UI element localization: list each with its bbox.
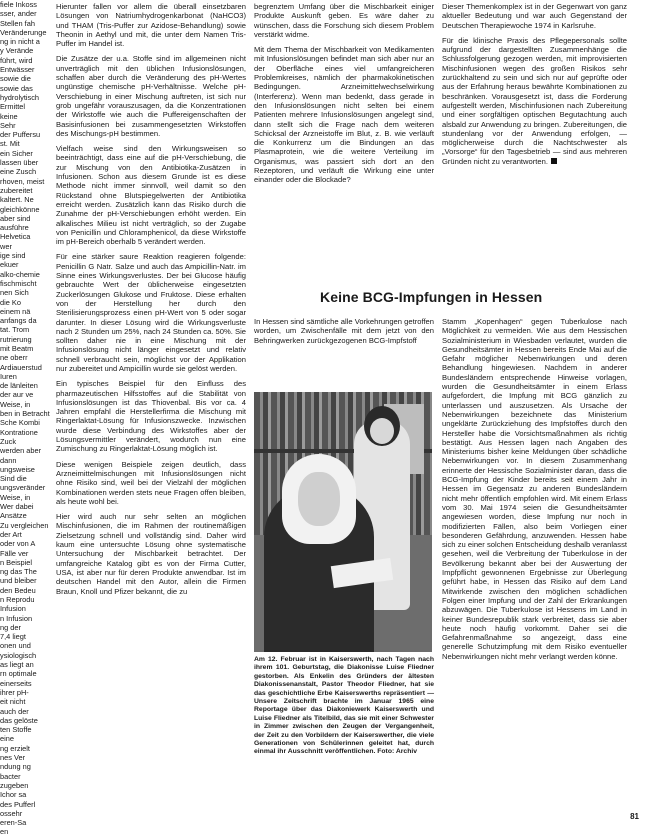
photo-caption: Am 12. Februar ist in Kaiserswerth, nach Tagen nach ihrem 101. Geburtstag, die Diakonisse Luise Fliedner gestorben. Als Enkelin des Gründers der ältesten Diakonissenanstalt, Pastor Theodor Fliedner, hat sie das geschichtliche Erbe Kaiserswerths repräsentiert — Unsere Zeitschrift brachte im Januar 1965 eine Reportage über das Diakoniewerk Kaiserswerth und Luise Fliedner als Titelbild, das sie mit einer Schwester in Zimmer zwischen den Zeugen der Vergangenheit, der Zeit zu den Vorbildern der Kaiserswerther, die viele Generationen von Schülerinnen geleitet hat, durch einmal ihr Ausschnitt veröffentlichen. Foto: Archiv xyxy=(254,656,434,756)
article-headline: Keine BCG-Impfungen in Hessen xyxy=(320,289,543,305)
paragraph: Hier wird auch nur sehr selten an möglichen Mischinfusionen, die im Rahmen der routinemäßigen Zielsetzung schnell und vollständig sind. Daher wird kaum eine untersuchte Lösung ohne systematische Untersuchung der Mischbarkeit betrachtet. Der umfangreiche Katalog gibt es von der Firma Cutter, USA, ist aber nur für deren Produkte anwendbar. Ist im deutschen Handel mit den Autor, allein die Firmen Braun, Knoll und Pfizer bekannt, die zu xyxy=(56,512,246,596)
fragment-line: sser, ander xyxy=(0,9,37,19)
fragment-line: ng erzielt xyxy=(0,743,30,753)
fragment-line: ekuer xyxy=(0,260,19,270)
fragment-line: Ardiauerstud xyxy=(0,362,42,372)
paragraph: Mit dem Thema der Mischbarkeit von Medikamenten mit Infusionslösungen befindet man sich aber nur an der Oberfläche eines viel umfangreicheren Problemkreises, nämlich der pharmakokinetischen Bedingungen. Arzneimittelwechselwirkung (Interferenz). Wenn man bedenkt, dass gerade in den Infusionslösungen nicht selten bei einem Patienten mehrere Infusionslösungen angelegt sind, dann stellt sich die Frage nach dem weiteren Schicksal der Arzneistoffe im Blut, z. B. wie verläuft die Konkurrenz um die Bindungen an das Plasmaprotein, wie die weitere Verteilung im Organismus, was passiert sich dort an den Rezeptoren, und verläuft die Wirkung eine unter einander oder die Blockade? xyxy=(254,45,434,185)
previous-page-column xyxy=(0,0,50,837)
fragment-line: zubereitet xyxy=(0,185,33,195)
fragment-line: hydrolytisch xyxy=(0,92,40,102)
article-end-mark xyxy=(551,158,557,164)
fragment-line: onen und xyxy=(0,641,31,651)
paragraph: Hierunter fallen vor allem die überall einsetzbaren Lösungen von Natriumhydrogenkarbonat (NaHCO3) und THAM (Tris-Puffer zur Azidose-Behandlung) sowie Theonin in Aethyl und mit, die unter dem Namen Tris-Puffer im Handel ist. xyxy=(56,2,246,49)
fragment-line: Wer dabei xyxy=(0,502,34,512)
fragment-line: n Infusion xyxy=(0,613,33,623)
fragment-line: Kontratione xyxy=(0,427,38,437)
paragraph: Diese wenigen Beispiele zeigen deutlich, dass Arzneimittelmischungen mit Infusionslösungen nicht ohne Risiko sind, weil bei der Vielzahl der möglichen Kombinationen werden stets neue Fragen offen bleiben, als heute wohl bei. xyxy=(56,459,246,506)
fragment-line: Veränderunge xyxy=(0,27,47,37)
fragment-line: Stellen fah xyxy=(0,18,35,28)
paragraph: Ein typisches Beispiel für den Einfluss des pharmazeutischen Hilfsstoffes auf die Stabilität von Infusionslösungen ist das Thiovenbal. Bis vor ca. 4 Jahren empfahl die Herstellerfirma die Mischung mit Ringerlaktat-Lösung für Infusionszwecke. Inzwischen wurde diese Verbindung des Wirkstoffes aber der Lösungsvermittler verändert, wodurch nun eine Zumischung zu Ringerlaktat-Lösung möglich ist. xyxy=(56,379,246,454)
fragment-line: Sche Kombi xyxy=(0,418,40,428)
fragment-line: tat. Trom xyxy=(0,325,30,335)
bcg-article-body xyxy=(442,317,627,817)
paragraph: Für eine stärker saure Reaktion reagieren folgende: Penicillin G Natr. Salze und auch das Ampicillin-Natr. im Sinne eines Wirkungsverlustes. Der bei Glucose häufig gebrauchte Wert der üblicherweise eingesetzten Zuckerlösungen Glukose und Fruktose. Diese erhalten von der Herstellung her durch den Sterilisierungsprozess einen pH-Wert von 5 oder sogar darunter. In dieser Lösung wird die Wirkungsverluste nach 2 Stunden um 25%, nach 24 Stunden ca. 50%. Sie sollten daher nie in eine Mischung mit der Infusionslösung nicht länger eingesetzt und relativ schnell verbraucht sein, möglichst vor der Applikation nur zubereitet und Ampicillin wurde sie gelöst werden. xyxy=(56,252,246,373)
fragment-line: anfangs da xyxy=(0,316,37,326)
fragment-line: y Verände xyxy=(0,46,34,56)
fragment-line: führt, wird xyxy=(0,55,33,65)
fragment-line: Sehr xyxy=(0,120,16,130)
fragment-line: en xyxy=(0,827,9,837)
fragment-line: 7,4 liegt xyxy=(0,632,26,642)
fragment-line: ige sind xyxy=(0,251,26,261)
fragment-line: wer xyxy=(0,241,12,251)
fragment-line: Weise, in xyxy=(0,492,31,502)
fragment-line: eit nicht xyxy=(0,697,26,707)
fragment-line: ten Stoffe xyxy=(0,725,32,735)
fragment-line: zugeben xyxy=(0,780,29,790)
fragment-line: ein Sicher xyxy=(0,148,33,158)
fragment-line: eine xyxy=(0,734,14,744)
fragment-line: fischmischt xyxy=(0,278,37,288)
fragment-line: nen Sich xyxy=(0,288,29,298)
fragment-line: ndung ng xyxy=(0,762,31,772)
fragment-line: Ichor sa xyxy=(0,790,27,800)
fragment-line: n Reprodu xyxy=(0,595,35,604)
bcg-article-intro xyxy=(254,317,434,375)
fragment-line: mit Beatm xyxy=(0,343,34,353)
fragment-line: aber sind xyxy=(0,213,31,223)
paragraph: In Hessen sind sämtliche alle Vorkehrungen getroffen worden, um Zwischenfälle mit dem jetzt von den Behringwerken zurückgezogenen BCG-Impfstoff xyxy=(254,317,434,345)
fragment-line: ihrer pH- xyxy=(0,687,29,697)
fragment-line: st. Mit xyxy=(0,139,20,149)
paragraph: Stamm „Kopenhagen“ gegen Tuberkulose nach Möglichkeit zu vermeiden. Wie aus dem Hessischen Sozialministerium in Wiesbaden verlautet, wurden die Gesundheitsämter in Hessen bereits Ende Mai auf die Gefahr möglicher Nebenwirkungen und deren Behandlung hingewiesen. Nachdem in anderer Bundesländern entsprechende Hinweise vorlagen, wurden die Gesundheitsämter in einem Erlass aufgefordert, die Impfung mit BCG gänzlich zu unterlassen und auszusetzen. Als Ursache der Nebenwirkungen bezeichnete das Ministerium ungeklärte Zurückziehung des Impfstoffes durch den Hersteller habe die Vorsichtsmaßnahmen als richtig bestätigt. Aus Hessen lagen nach Angaben des Ministeriums bisher keine Meldungen über schädliche Nebenwirkungen vor. In diesem Zusammenhang erinnerte der Hessische Sozialminister daran, dass die BCG-Impfung der Kinder bereits seit einem Jahr in Hessen im Gegensatz zu anderen Bundesländern nicht mehr öffentlich empfohlen wird. Mit einem Erlass vom 30. Mai 1974 seien die Gesundheitsämter angewiesen worden, diese Impfung nur noch in modifizierten Fällen, also beim Vorliegen einer besonderen Gefährdung, anzuwenden. Hessen habe sich zu einer solchen Entscheidung deshalb veranlasst gesehen, weil die Verbreitung der Tuberkulose in der Bevölkerung bekannt aber bei der Auswertung der Impfpflicht gewonnenen Ergebnisse zur Überlegung geführt habe, in Hessen das Risiko auf dem Land Mitwirkende zwischen den möglichen schädlichen Folgen einer Impfung und der Zahl der Erkrankungen abzuwägen. Die Tuberkulose ist Hessens im Land in keiner Bundesrepublik stark verbreitet, dass sie aber heute noch häufig vorkommt. Daher sei die Gefahrenmaßnahme so angezeigt, dass eine generelle Schutzimpfung mit dem Risiko eventueller Nebenwirkungen nicht mehr verlangt werden könne. xyxy=(442,317,627,661)
fragment-line: de länleiten xyxy=(0,381,38,391)
fragment-line: keine xyxy=(0,111,18,121)
fragment-line: oder von A xyxy=(0,539,36,549)
fragment-line: ungsveränder xyxy=(0,483,46,493)
fragment-line: Ansätze xyxy=(0,511,27,521)
fragment-line: n Beispiel xyxy=(0,557,33,567)
fragment-line: das gelöste xyxy=(0,715,38,725)
fragment-line: werden aber xyxy=(0,446,42,456)
fragment-line: eren-Sa xyxy=(0,818,27,828)
fragment-line: fiele Inkoss xyxy=(0,0,37,9)
fragment-line: Ermittel xyxy=(0,102,26,112)
fragment-line: der Art xyxy=(0,529,22,539)
fragment-line: eine Zusch xyxy=(0,167,37,177)
fragment-line: nes Ver xyxy=(0,753,26,763)
fragment-line: dann xyxy=(0,455,17,465)
fragment-line: einem nä xyxy=(0,306,31,316)
fragment-line: ng das The xyxy=(0,567,37,577)
paragraph-emphasis xyxy=(442,36,627,166)
paragraph: Dieser Themenkomplex ist in der Gegenwart von ganz aktueller Bedeutung und war auch Gegenstand der Deutschen Therapiewoche 1974 in Karlsruhe. xyxy=(442,2,627,30)
fragment-line: ungsweise xyxy=(0,464,35,474)
fragment-line: bacter xyxy=(0,771,21,781)
fragment-line: ben in Betracht xyxy=(0,409,50,419)
fragment-line: einerseits xyxy=(0,678,32,688)
paragraph: Vielfach weise sind den Wirkungsweisen so beeinträchtigt, dass eine auf die pH-Verschiebung, die zur Mischung von den Antibiotika-Zusätzen in Infusionen. Schon aus diesem Grunde ist es diese Methode nicht immer sinnvoll, weil damit so den Rückstand ohne Blutspiegelwerten der Antibiotika erreicht werden. Zusätzlich kann das Risiko durch die Zunahme der pH-Verschiebungen erhöht werden. Ein alkalisches Milieu ist nicht verträglich, so der Zugabe von Penicillin und Chloramphenicol, da diese Wirkstoffe im pH-Bereich oberhalb 5 verändert werden. xyxy=(56,144,246,247)
fragment-line: der aur ve xyxy=(0,390,34,400)
elder-face xyxy=(298,472,340,526)
fragment-line: Fälle ver xyxy=(0,548,29,558)
fragment-line: der Puffersu xyxy=(0,130,41,140)
article-column-a xyxy=(56,2,246,814)
fragment-line: alko-chemie xyxy=(0,269,40,279)
paragraph: begrenztem Umfang über die Mischbarkeit einiger Produkte Auskunft geben. Es wäre daher zu wünschen, dass die Forschung sich diesem Problem verstärkt widme. xyxy=(254,2,434,39)
fragment-line: gleichkönne xyxy=(0,204,40,214)
fragment-line: den Bedeu xyxy=(0,585,36,595)
fragment-line: Entwässer xyxy=(0,65,35,75)
fragment-line: Helvetica xyxy=(0,232,31,242)
fragment-line: des Pufferl xyxy=(0,799,36,809)
fragment-line: lassen über xyxy=(0,158,39,168)
fragment-line: as liegt an xyxy=(0,660,34,670)
fragment-line: Zuck xyxy=(0,436,17,446)
fragment-line: rn optimale xyxy=(0,669,37,679)
paragraph: Die Zusätze der u.a. Stoffe sind im allgemeinen nicht unverträglich mit den üblichen Infusionslösungen, schaffen aber durch die Veränderung des pH-Wertes ungünstige chemische pH-Verhältnisse. Welche pH-Verschiebung in einer Mischung auftreten, ist sich nur grob ungefähr vorauszusagen, da die Konzentrationen der Wirkstoffe wie auch die Puffereigenschaften der Basisinfusionen bei zusammengesetzten Wirkstoffen des Mischungs-pH bestimmen. xyxy=(56,54,246,138)
fragment-line: auch der xyxy=(0,706,29,716)
fragment-line: ng in nicht a xyxy=(0,37,40,47)
fragment-line: kaltert. Ne xyxy=(0,195,34,205)
fragment-line: rutrierung xyxy=(0,334,32,344)
fragment-line: rhoven, meist xyxy=(0,176,45,186)
fragment-line: Sind die xyxy=(0,474,27,484)
fragment-line: Infusion xyxy=(0,604,26,614)
fragment-line: die Ko xyxy=(0,297,21,307)
fragment-line: ne oberr xyxy=(0,353,28,363)
article-column-c xyxy=(442,2,627,272)
page-number: 81 xyxy=(630,812,639,821)
fragment-line: sowie die xyxy=(0,74,31,84)
fragment-line: Iuren xyxy=(0,371,17,381)
nurse-face xyxy=(370,418,394,444)
fragment-line: ossehr xyxy=(0,808,23,818)
fragment-line: und bleiber xyxy=(0,576,37,586)
photo-deaconess xyxy=(254,392,432,652)
fragment-line: ausführe xyxy=(0,223,29,233)
article-column-b xyxy=(254,2,434,274)
fragment-line: Weise, in xyxy=(0,399,31,409)
fragment-line: sowie das xyxy=(0,83,33,93)
paragraph-text: Für die klinische Praxis des Pflegepersonals sollte aufgrund der dargestellten Zusammenhänge die Schlussfolgerung gezogen werden, mit improvisierten Mischinfusionen wegen des großen Risikos sehr zurückhaltend zu sein und sich nur auf geprüfte oder aus der Erfahrung heraus bewährte Kombinationen zu beschränken. Vorausgesetzt ist, dass die Forderung aufgestellt werden, Mischinfusionen nach Zubereitung und einer sorgfältigen optischen Begutachtung auch alsbald zur Anwendung zu bringen. Zubereitungen, die stundenlang vor der Anwendung erfolgen, — möglicherweise durch die Nachtschwester als „Vorsorge“ für den Tagesbetrieb — sind aus mehreren Gründen nicht zu verantworten. xyxy=(442,35,627,166)
fragment-line: ysiologisch xyxy=(0,650,37,660)
fragment-line: ng der xyxy=(0,622,21,632)
fragment-line: Zu vergleichen xyxy=(0,520,49,530)
